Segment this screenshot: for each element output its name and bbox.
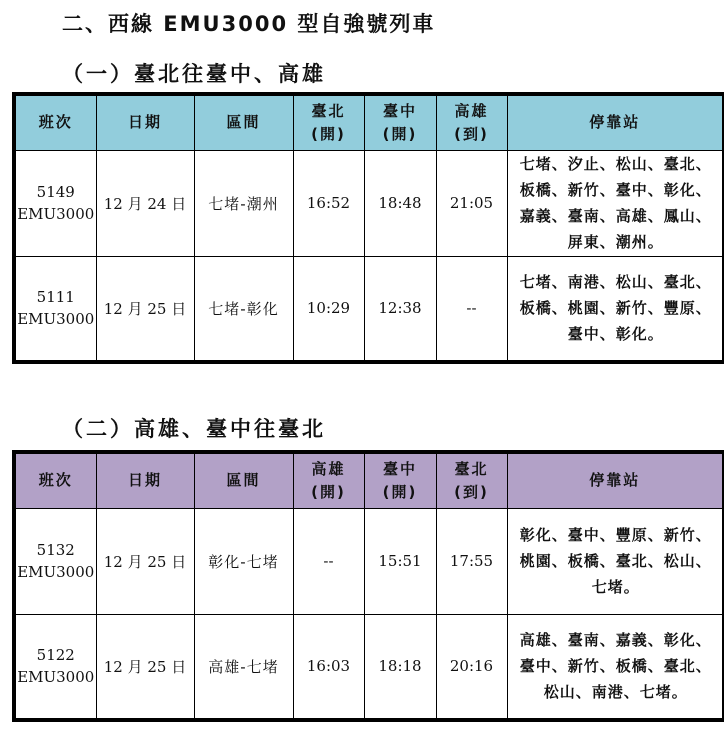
date-cell: 12 月 25 日: [96, 256, 194, 362]
col-header-taipei-arrive: 臺北 (到): [436, 452, 507, 508]
col-header-taipei-depart: 臺北 (開): [293, 94, 364, 150]
time-cell: 16:52: [293, 150, 364, 256]
time-cell: 18:48: [364, 150, 436, 256]
date-cell: 12 月 24 日: [96, 150, 194, 256]
date-cell: 12 月 25 日: [96, 614, 194, 720]
timetable-kaohsiung-taichung-to-taipei: [12, 450, 724, 722]
time-cell: --: [293, 508, 364, 614]
section-cell: 高雄-七堵: [194, 614, 293, 720]
section-cell: 七堵-彰化: [194, 256, 293, 362]
col-header-date: 日期: [96, 452, 194, 508]
section-cell: 七堵-潮州: [194, 150, 293, 256]
time-cell: 20:16: [436, 614, 507, 720]
train-cell: 5122 EMU3000: [14, 614, 96, 720]
col-header-taichung-depart: 臺中 (開): [364, 452, 436, 508]
stops-cell: 七堵、南港、松山、臺北、板橋、桃園、新竹、豐原、臺中、彰化。: [507, 256, 724, 362]
train-cell: 5111 EMU3000: [14, 256, 96, 362]
col-header-train: 班次: [14, 94, 96, 150]
table-row: [14, 508, 724, 614]
stops-cell: 高雄、臺南、嘉義、彰化、臺中、新竹、板橋、臺北、松山、南港、七堵。: [507, 614, 724, 720]
time-cell: --: [436, 256, 507, 362]
stops-cell: 彰化、臺中、豐原、新竹、桃園、板橋、臺北、松山、七堵。: [507, 508, 724, 614]
col-header-stops: 停靠站: [507, 94, 724, 150]
time-cell: 21:05: [436, 150, 507, 256]
col-header-kaohsiung-depart: 高雄 (開): [293, 452, 364, 508]
table-row: [14, 256, 724, 362]
time-cell: 18:18: [364, 614, 436, 720]
train-cell: 5132 EMU3000: [14, 508, 96, 614]
time-cell: 15:51: [364, 508, 436, 614]
table-row: [14, 150, 724, 256]
col-header-taichung-depart: 臺中 (開): [364, 94, 436, 150]
table-row: [14, 614, 724, 720]
date-cell: 12 月 25 日: [96, 508, 194, 614]
section-heading-northbound-origin: （一）臺北往臺中、高雄: [62, 62, 326, 86]
col-header-train: 班次: [14, 452, 96, 508]
section-heading-southbound-origin: （二）高雄、臺中往臺北: [62, 417, 326, 441]
time-cell: 12:38: [364, 256, 436, 362]
col-header-section: 區間: [194, 94, 293, 150]
time-cell: 17:55: [436, 508, 507, 614]
col-header-kaohsiung-arrive: 高雄 (到): [436, 94, 507, 150]
stops-cell: 七堵、汐止、松山、臺北、板橋、新竹、臺中、彰化、嘉義、臺南、高雄、鳳山、屏東、潮州。: [507, 150, 724, 256]
col-header-stops: 停靠站: [507, 452, 724, 508]
document-title: 二、西線 EMU3000 型自強號列車: [62, 12, 436, 36]
time-cell: 10:29: [293, 256, 364, 362]
col-header-section: 區間: [194, 452, 293, 508]
section-cell: 彰化-七堵: [194, 508, 293, 614]
table-header-row: [14, 452, 724, 508]
time-cell: 16:03: [293, 614, 364, 720]
train-cell: 5149 EMU3000: [14, 150, 96, 256]
timetable-taipei-to-taichung-kaohsiung: [12, 92, 724, 364]
table-header-row: [14, 94, 724, 150]
col-header-date: 日期: [96, 94, 194, 150]
